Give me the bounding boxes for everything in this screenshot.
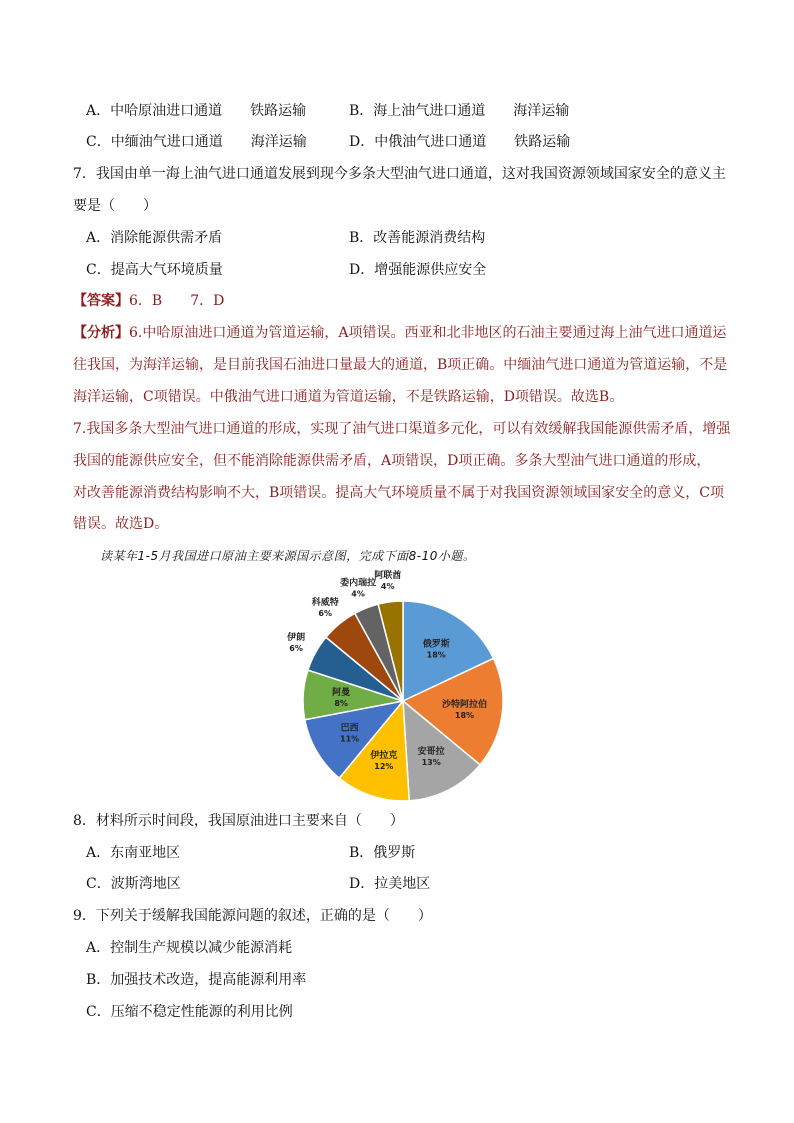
pie-label-5: 阿曼 bbox=[332, 688, 351, 699]
q8-option-a: A．东南亚地区 bbox=[86, 845, 181, 861]
pie-pct-2: 13% bbox=[421, 758, 441, 768]
q9-option-c: C．压缩不稳定性能源的利用比例 bbox=[86, 1004, 293, 1020]
pie-label-4: 巴西 bbox=[340, 723, 359, 734]
pie-label-3: 伊拉克 bbox=[370, 750, 398, 761]
q6-option-b: B．海上油气进口通道 海洋运输 bbox=[349, 103, 570, 119]
answer-text: 6．B 7．D bbox=[129, 293, 225, 309]
pie-pct-4: 11% bbox=[340, 734, 360, 744]
pie-label-2: 安哥拉 bbox=[417, 747, 445, 758]
q8-option-b: B．俄罗斯 bbox=[349, 845, 416, 861]
analysis-line1 bbox=[73, 323, 726, 343]
pie-label-7: 科威特 bbox=[311, 597, 339, 608]
q7-stem-line1: 7．我国由单一海上油气进口通道发展到现今多条大型油气进口通道，这对我国资源领域国家安全的意义主 bbox=[73, 166, 726, 182]
answer-line bbox=[73, 291, 224, 311]
answer-label: 【答案】 bbox=[73, 293, 129, 309]
q8-stem: 8．材料所示时间段，我国原油进口主要来自（ ） bbox=[73, 813, 404, 829]
pie-pct-8: 4% bbox=[351, 589, 365, 599]
q7-option-a: A．消除能源供需矛盾 bbox=[86, 230, 223, 246]
pie-label-0: 俄罗斯 bbox=[422, 639, 450, 650]
q9-stem: 9．下列关于缓解我国能源问题的叙述，正确的是（ ） bbox=[73, 908, 432, 924]
chart-caption: 读某年1-5月我国进口原油主要来源国示意图，完成下面8-10小题。 bbox=[100, 549, 476, 563]
q6-option-a: A．中哈原油进口通道 铁路运输 bbox=[86, 103, 307, 119]
pie-pct-5: 8% bbox=[334, 699, 348, 709]
pie-pct-9: 4% bbox=[380, 581, 395, 591]
q7-stem-line2: 要是（ ） bbox=[73, 198, 157, 214]
pie-pct-7: 6% bbox=[318, 608, 333, 618]
pie-pct-0: 18% bbox=[426, 650, 446, 660]
pie-pct-1: 18% bbox=[454, 710, 475, 720]
pie-label-8: 委内瑞拉 bbox=[340, 578, 377, 589]
q7-option-d: D．增强能源供应安全 bbox=[349, 262, 487, 278]
analysis-text-1: 6.中哈原油进口通道为管道运输，A项错误。西亚和北非地区的石油主要通过海上油气进口通道运 bbox=[129, 325, 727, 341]
pie-label-6: 伊朗 bbox=[287, 633, 306, 644]
analysis-line7: 错误。故选D。 bbox=[73, 516, 169, 532]
q6-option-c: C．中缅油气进口通道 海洋运输 bbox=[86, 134, 307, 150]
q6-option-d: D．中俄油气进口通道 铁路运输 bbox=[349, 134, 571, 150]
pie-pct-6: 6% bbox=[289, 644, 303, 654]
q8-option-c: C．波斯湾地区 bbox=[86, 876, 181, 892]
analysis-line3: 海洋运输，C项错误。中俄油气进口通道为管道运输，不是铁路运输，D项错误。故选B。 bbox=[73, 389, 624, 405]
q8-option-d: D．拉美地区 bbox=[349, 876, 431, 892]
analysis-line2: 往我国，为海洋运输，是目前我国石油进口量最大的通道，B项正确。中缅油气进口通道为管道运输，不是 bbox=[73, 357, 728, 373]
pie-label-9: 阿联酋 bbox=[374, 570, 402, 581]
pie-chart bbox=[270, 566, 530, 806]
q7-option-c: C．提高大气环境质量 bbox=[86, 262, 223, 278]
analysis-line5: 我国的能源供应安全，但不能消除能源供需矛盾，A项错误，D项正确。多条大型油气进口通道的形成， bbox=[73, 453, 711, 469]
analysis-line6: 对改善能源消费结构影响不大，B项错误。提高大气环境质量不属于对我国资源领域国家安全的意义，C项 bbox=[73, 485, 724, 501]
q9-option-b: B．加强技术改造，提高能源利用率 bbox=[86, 972, 307, 988]
analysis-line4: 7.我国多条大型油气进口通道的形成，实现了油气进口渠道多元化，可以有效缓解我国能源供需矛盾，增强 bbox=[73, 421, 731, 437]
analysis-label: 【分析】 bbox=[73, 325, 129, 341]
q9-option-a: A．控制生产规模以减少能源消耗 bbox=[86, 940, 293, 956]
q7-option-b: B．改善能源消费结构 bbox=[349, 230, 486, 246]
pie-label-1: 沙特阿拉伯 bbox=[442, 699, 488, 710]
pie-pct-3: 12% bbox=[374, 761, 394, 771]
